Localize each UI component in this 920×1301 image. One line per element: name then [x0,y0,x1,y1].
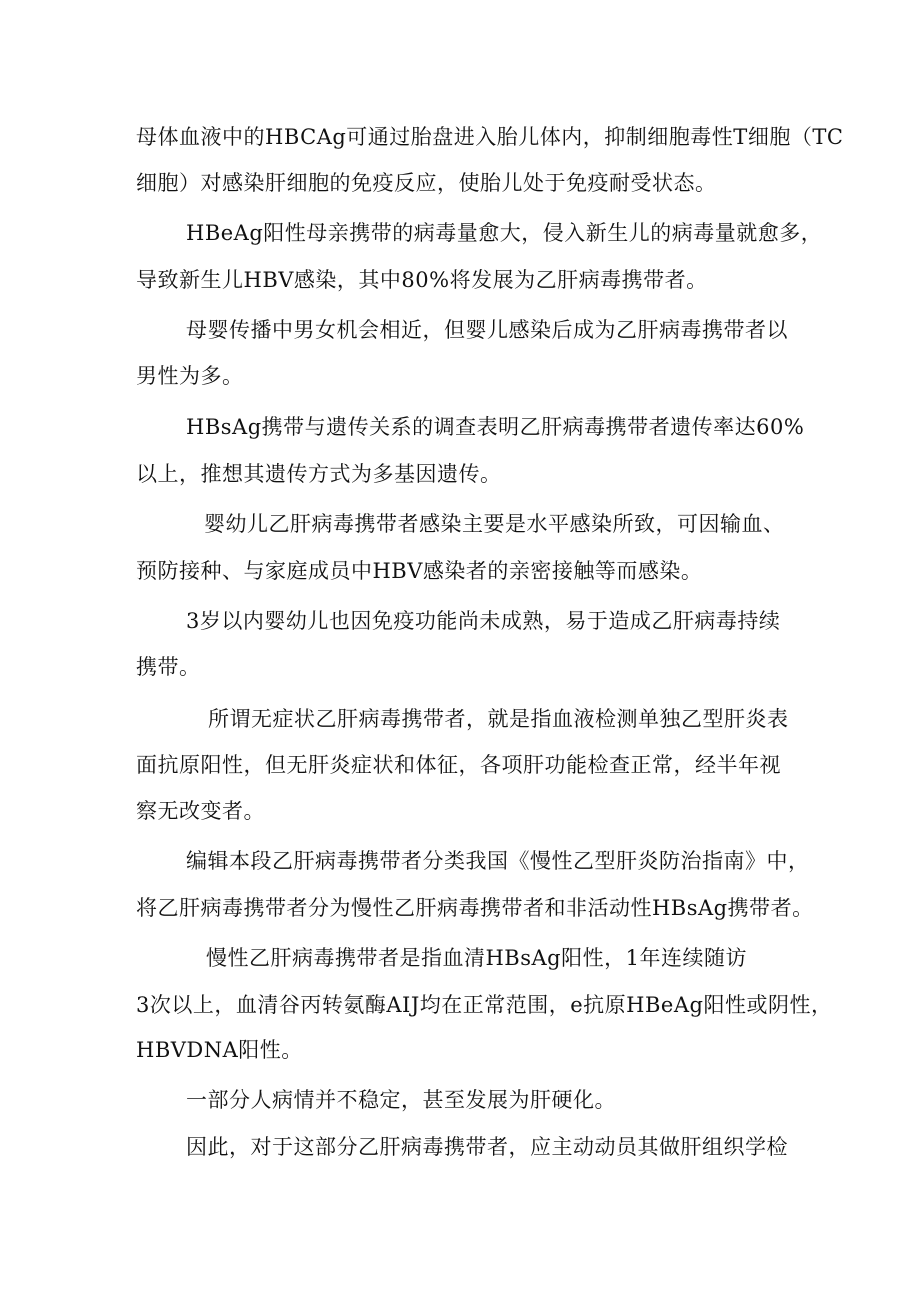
paragraph-4-line-1: HBsAg携带与遗传关系的调查表明乙肝病毒携带者遗传率达60% [186,415,805,439]
paragraph-9-line-3: HBVDNA阳性。 [136,1038,303,1062]
paragraph-7-line-2: 面抗原阳性，但无肝炎症状和体征，各项肝功能检查正常，经半年视 [136,753,781,777]
paragraph-1-line-2: 细胞）对感染肝细胞的免疫反应，使胎儿处于免疫耐受状态。 [136,171,717,195]
paragraph-6-line-2: 携带。 [136,655,201,679]
paragraph-3-line-1: 母婴传播中男女机会相近，但婴儿感染后成为乙肝病毒携带者以 [186,318,788,342]
paragraph-6-line-1: 3岁以内婴幼儿也因免疫功能尚未成熟，易于造成乙肝病毒持续 [186,609,781,633]
paragraph-7-line-3: 察无改变者。 [136,799,265,823]
paragraph-9-line-2: 3次以上，血清谷丙转氨酶AIJ均在正常范围，e抗原HBeAg阳性或阴性， [136,993,833,1017]
paragraph-2-line-1: HBeAg阳性母亲携带的病毒量愈大，侵入新生儿的病毒量就愈多， [186,221,823,245]
paragraph-8-line-2: 将乙肝病毒携带者分为慢性乙肝病毒携带者和非活动性HBsAg携带者。 [136,896,814,920]
paragraph-4-line-2: 以上，推想其遗传方式为多基因遗传。 [136,462,502,486]
paragraph-11-line-1: 因此，对于这部分乙肝病毒携带者，应主动动员其做肝组织学检 [186,1135,788,1159]
paragraph-3-line-2: 男性为多。 [136,364,244,388]
paragraph-2-line-2: 导致新生儿HBV感染，其中80%将发展为乙肝病毒携带者。 [136,268,708,292]
paragraph-7-line-1: 所谓无症状乙肝病毒携带者，就是指血液检测单独乙型肝炎表 [208,707,789,731]
paragraph-5-line-1: 婴幼儿乙肝病毒携带者感染主要是水平感染所致，可因输血、 [204,512,785,536]
paragraph-1-line-1: 母体血液中的HBCAg可通过胎盘进入胎儿体内，抑制细胞毒性T细胞（TC [136,125,844,149]
paragraph-5-line-2: 预防接种、与家庭成员中HBV感染者的亲密接触等而感染。 [136,559,703,583]
paragraph-10-line-1: 一部分人病情并不稳定，甚至发展为肝硬化。 [186,1088,616,1112]
paragraph-8-line-1: 编辑本段乙肝病毒携带者分类我国《慢性乙型肝炎防治指南》中， [186,849,810,873]
paragraph-9-line-1: 慢性乙肝病毒携带者是指血清HBsAg阳性，1年连续随访 [206,946,747,970]
